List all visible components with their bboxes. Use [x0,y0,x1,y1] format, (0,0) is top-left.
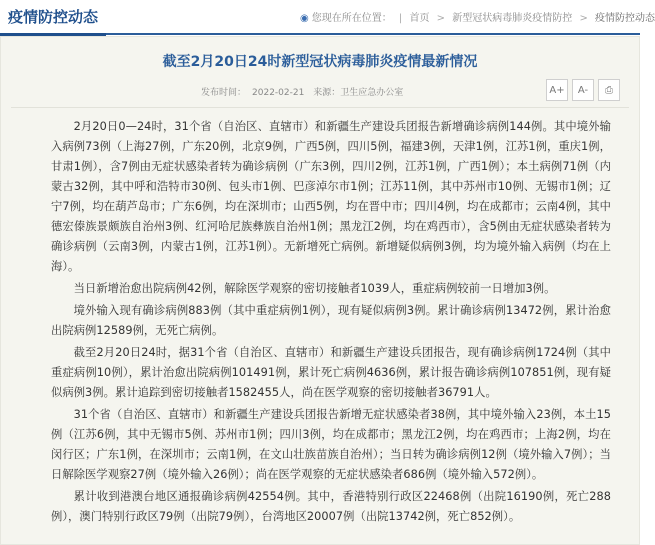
published-label: 发布时间： [201,88,247,98]
article-panel [0,36,640,545]
top-bar [0,0,655,35]
article-meta [201,85,409,98]
article-paragraph: 截至2月20日24时，据31个省（自治区、直辖市）和新疆生产建设兵团报告，现有确诊病例1724例（其中重症病例10例），累计治愈出院病例101491例，累计死亡病例4636例，累计报告确诊病例107851例，现有疑似病例3例。累计追踪到密切接触者1582455人，尚在医学观察的密切接触者36791人。 [51,346,611,399]
divider [11,107,629,108]
breadcrumb-separator: > [579,13,588,24]
font-smaller-button[interactable]: A- [572,79,594,101]
article-paragraph: 累计收到港澳台地区通报确诊病例42554例。其中，香港特别行政区22468例（出院16190例，死亡288例），澳门特别行政区79例（出院79例），台湾地区20007例（出院13742例，死亡852例）。 [51,490,611,523]
published-date: 2022-02-21 [252,88,305,98]
article-paragraph: 境外输入现有确诊病例883例（其中重症病例1例），现有疑似病例3例。累计确诊病例13472例，累计治愈出院病例12589例，无死亡病例。 [51,304,611,337]
source-label: 来源： [313,88,341,98]
article-paragraph: 31个省（自治区、直辖市）和新疆生产建设兵团报告新增无症状感染者38例，其中境外输入23例，本土15例（江苏6例，其中无锡市5例、苏州市1例；四川3例，均在成都市；黑龙江2例，均在鸡西市；上海2例，均在闵行区；广东1例，在深圳市；云南1例，在文山壮族苗族自治州）；当日转为确诊病例12例（境外输入7例）；当日解除医学观察27例（境外输入26例）；尚在医学观察的无症状感染者686例（境外输入572例）。 [51,408,611,481]
breadcrumb-home-link[interactable]: 首页 [409,13,430,24]
font-larger-button[interactable]: A+ [546,79,568,101]
article-tools [546,79,620,101]
article-body [51,117,611,527]
section-title: 疫情防控动态 [0,2,106,36]
print-icon[interactable]: ⎙ [598,79,620,101]
location-label: 您现在所在位置： [311,13,392,24]
article-paragraph: 当日新增治愈出院病例42例，解除医学观察的密切接触者1039人，重症病例较前一日增加3例。 [73,282,556,295]
location-pin-icon: ◉ [300,13,309,24]
breadcrumb-separator: | [398,13,403,24]
breadcrumb [300,9,655,24]
article-title: 截至2月20日24时新型冠状病毒肺炎疫情最新情况 [162,54,478,70]
breadcrumb-current: 疫情防控动态 [595,13,655,24]
article-paragraph: 2月20日0—24时，31个省（自治区、直辖市）和新疆生产建设兵团报告新增确诊病例144例。其中境外输入病例73例（上海27例，广东20例，北京9例，广西5例，四川5例，福建3例，天津1例，江苏1例，重庆1例，甘肃1例），含7例由无症状感染者转为确诊病例（广东3例，四川2例，江苏1例，广西1例）；本土病例71例（内蒙古32例，其中呼和浩特市30例、包头市1例、巴彦淖尔市1例；江苏11例，其中苏州市10例、无锡市1例；辽宁7例，均在葫芦岛市；广东6例，均在深圳市；山西5例，均在晋中市；四川4例，均在成都市；云南4例，其中德宏傣族景颇族自治州3例、红河哈尼族彝族自治州1例；黑龙江2例，均在鸡西市），含5例由无症状感染者转为确诊病例（云南3例，内蒙古1例，江苏1例）。无新增死亡病例。新增疑似病例3例，均为境外输入病例（均在上海）。 [51,120,611,273]
breadcrumb-separator: > [436,13,446,24]
breadcrumb-epidemic-link[interactable]: 新型冠状病毒肺炎疫情防控 [452,13,573,24]
source-name: 卫生应急办公室 [340,88,404,98]
